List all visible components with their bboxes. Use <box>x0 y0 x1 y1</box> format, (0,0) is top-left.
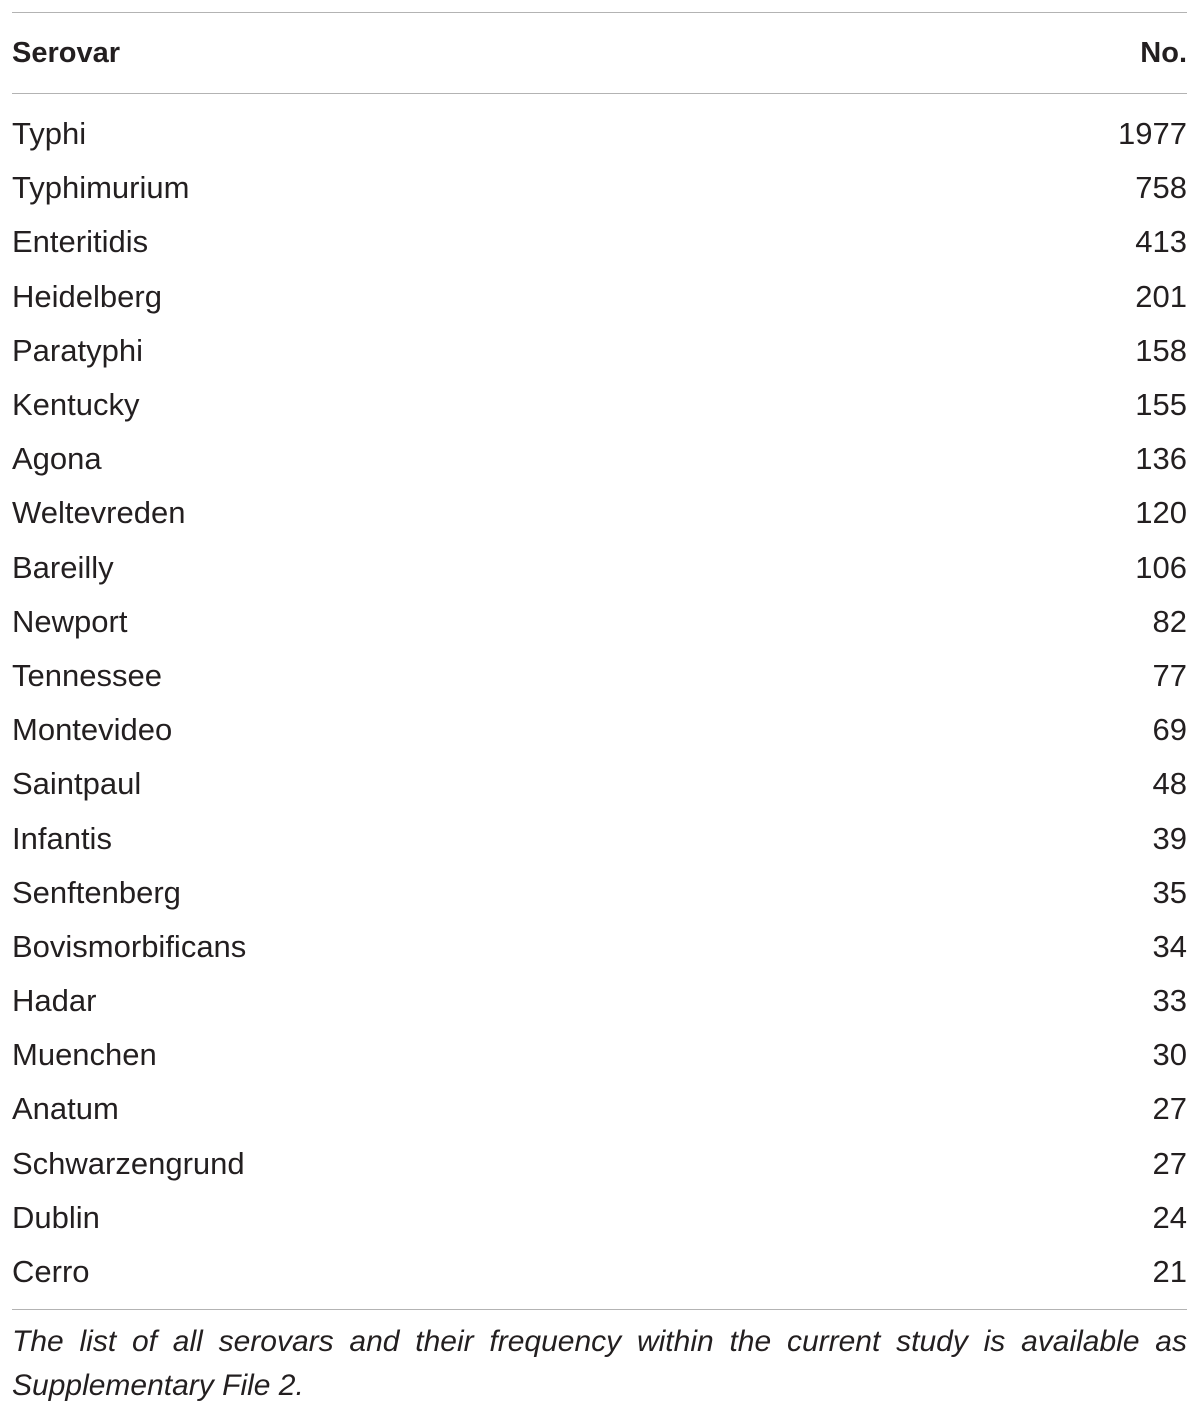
table-row <box>12 649 1187 703</box>
table-row <box>12 1028 1187 1082</box>
table-row <box>12 215 1187 269</box>
serovar-name: Saintpaul <box>12 766 142 802</box>
table-row <box>12 378 1187 432</box>
serovar-count: 1977 <box>1118 116 1187 152</box>
serovar-name: Bareilly <box>12 549 114 585</box>
table-row <box>12 486 1187 540</box>
table-row <box>12 1191 1187 1245</box>
table-row <box>12 1082 1187 1136</box>
serovar-name: Dublin <box>12 1199 100 1235</box>
table-row <box>12 161 1187 215</box>
table-row <box>12 432 1187 486</box>
serovar-name: Typhi <box>12 116 87 152</box>
serovar-count: 39 <box>1152 820 1187 856</box>
serovar-name: Weltevreden <box>12 495 186 531</box>
table-row <box>12 541 1187 595</box>
serovar-count: 35 <box>1152 874 1187 910</box>
table-row <box>12 1137 1187 1191</box>
serovar-count: 27 <box>1152 1145 1187 1181</box>
header-serovar: Serovar <box>12 36 121 69</box>
table-row <box>12 324 1187 378</box>
serovar-name: Infantis <box>12 820 112 856</box>
serovar-count: 27 <box>1152 1091 1187 1127</box>
serovar-name: Anatum <box>12 1091 119 1127</box>
serovar-count: 120 <box>1135 495 1187 531</box>
table-body <box>12 94 1187 1309</box>
serovar-count: 48 <box>1152 766 1187 802</box>
serovar-count: 758 <box>1135 170 1187 206</box>
table-row <box>12 270 1187 324</box>
serovar-count: 106 <box>1135 549 1187 585</box>
serovar-name: Cerro <box>12 1254 90 1290</box>
serovar-count: 34 <box>1152 928 1187 964</box>
serovar-count: 155 <box>1135 387 1187 423</box>
serovar-count: 136 <box>1135 441 1187 477</box>
table-row <box>12 920 1187 974</box>
serovar-name: Newport <box>12 603 128 639</box>
serovar-name: Schwarzengrund <box>12 1145 245 1181</box>
serovar-name: Agona <box>12 441 102 477</box>
table-row <box>12 703 1187 757</box>
serovar-table <box>12 12 1187 1408</box>
serovar-count: 413 <box>1135 224 1187 260</box>
serovar-name: Bovismorbificans <box>12 928 247 964</box>
table-row <box>12 866 1187 920</box>
serovar-count: 69 <box>1152 712 1187 748</box>
serovar-name: Typhimurium <box>12 170 190 206</box>
table-header-row <box>12 13 1187 93</box>
serovar-count: 21 <box>1152 1254 1187 1290</box>
table-row <box>12 107 1187 161</box>
header-count: No. <box>1140 36 1187 69</box>
serovar-name: Enteritidis <box>12 224 149 260</box>
serovar-count: 24 <box>1152 1199 1187 1235</box>
serovar-count: 201 <box>1135 278 1187 314</box>
table-row <box>12 757 1187 811</box>
serovar-name: Kentucky <box>12 387 140 423</box>
serovar-name: Muenchen <box>12 1037 157 1073</box>
bottom-rule <box>12 1309 1187 1310</box>
serovar-count: 77 <box>1152 657 1187 693</box>
serovar-name: Hadar <box>12 983 97 1019</box>
serovar-name: Tennessee <box>12 657 162 693</box>
serovar-name: Senftenberg <box>12 874 181 910</box>
serovar-name: Montevideo <box>12 712 173 748</box>
table-row <box>12 1245 1187 1299</box>
serovar-name: Heidelberg <box>12 278 162 314</box>
serovar-count: 30 <box>1152 1037 1187 1073</box>
table-row <box>12 811 1187 865</box>
serovar-count: 82 <box>1152 603 1187 639</box>
table-footnote: The list of all serovars and their frequency within the current study is available as Supplementary File 2. <box>12 1325 1187 1403</box>
serovar-count: 158 <box>1135 332 1187 368</box>
table-row <box>12 974 1187 1028</box>
serovar-name: Paratyphi <box>12 332 143 368</box>
table-row <box>12 595 1187 649</box>
serovar-count: 33 <box>1152 983 1187 1019</box>
